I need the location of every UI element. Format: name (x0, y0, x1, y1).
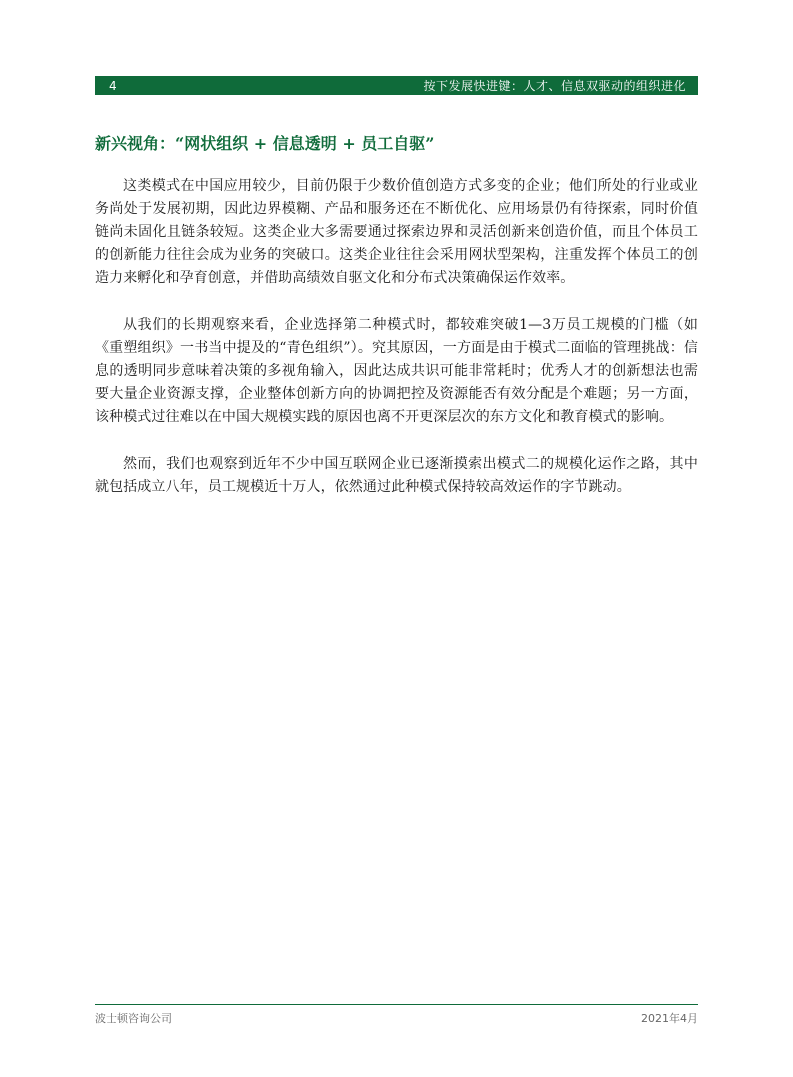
footer-divider (95, 1004, 698, 1005)
section-heading: 新兴视角：“网状组织 + 信息透明 + 员工自驱” (95, 134, 435, 153)
footer-date: 2021年4月 (641, 1012, 698, 1025)
report-title: 按下发展快进键：人才、信息双驱动的组织进化 (423, 79, 686, 93)
paragraph: 这类模式在中国应用较少，目前仍限于少数价值创造方式多变的企业；他们所处的行业或业务尚处于发展初期，因此边界模糊、产品和服务还在不断优化、应用场景仍有待探索，同时价值链尚未固化且链条较短。这类企业大多需要通过探索边界和灵活创新来创造价值，而且个体员工的创新能力往往会成为业务的突破口。这类企业往往会采用网状型架构，注重发挥个体员工的创造力来孵化和孕育创意，并借助高绩效自驱文化和分布式决策确保运作效率。 (95, 178, 698, 286)
body-text (95, 175, 698, 523)
footer-company: 波士顿咨询公司 (95, 1012, 172, 1025)
paragraph: 然而，我们也观察到近年不少中国互联网企业已逐渐摸索出模式二的规模化运作之路，其中就包括成立八年，员工规模近十万人，依然通过此种模式保持较高效运作的字节跳动。 (95, 456, 698, 495)
page-header-bar (95, 76, 698, 95)
page-number: 4 (109, 78, 117, 93)
paragraph: 从我们的长期观察来看，企业选择第二种模式时，都较难突破1—3万员工规模的门槛（如《重塑组织》一书当中提及的“青色组织”）。究其原因，一方面是由于模式二面临的管理挑战：信息的透明同步意味着决策的多视角输入，因此达成共识可能非常耗时；优秀人才的创新想法也需要大量企业资源支撑，企业整体创新方向的协调把控及资源能否有效分配是个难题；另一方面，该种模式过往难以在中国大规模实践的原因也离不开更深层次的东方文化和教育模式的影响。 (95, 317, 698, 425)
